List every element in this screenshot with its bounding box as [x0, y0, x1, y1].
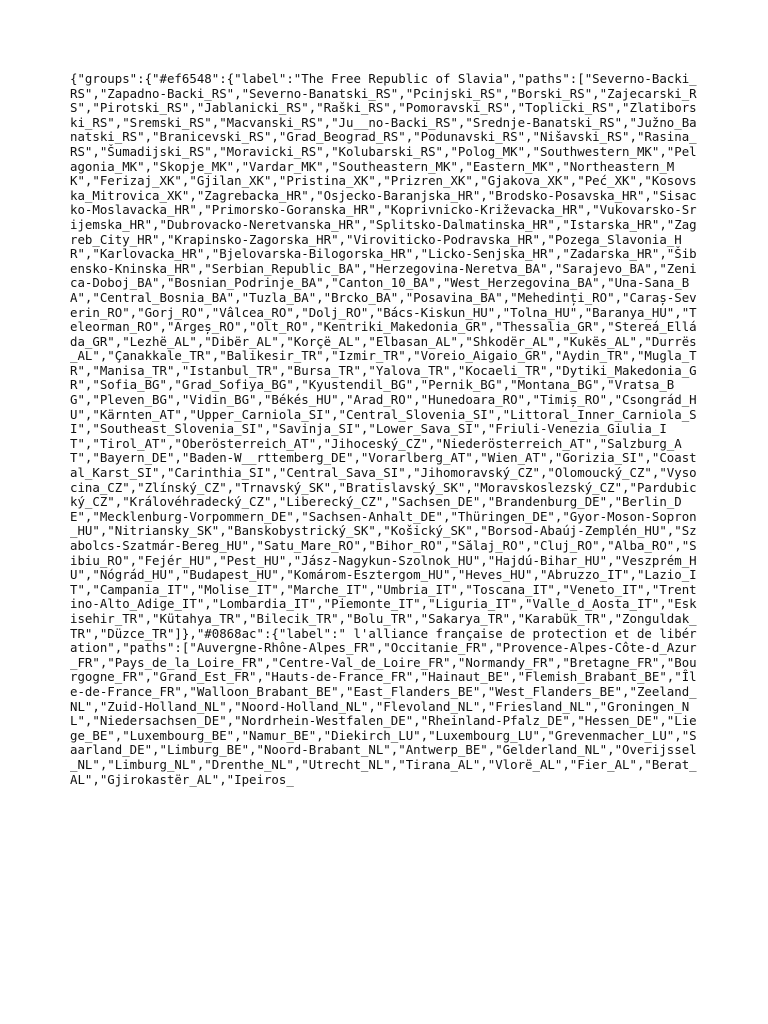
document-body-text: {"groups":{"#ef6548":{"label":"The Free Republic of Slavia","paths":["Severno-Backi_RS","Zapadno-Backi_RS","Severno-Banatski_RS","Pcinjski_RS","Borski_RS","Zajecarski_RS","Pirotski_RS","Jablanicki_RS","Raški_RS","Pomoravski_RS","Toplicki_RS","Zlatiborski_RS","Sremski_RS","Macvanski_RS","Ju__no-Backi_RS","Srednje-Banatski_RS","Južno_Banatski_RS","Branicevski_RS","Grad_Beograd_RS","Podunavski_RS","Nišavski_RS","Rasina_RS","Šumadijski_RS","Moravicki_RS","Kolubarski_RS","Polog_MK","Southwestern_MK","Pelagonia_MK","Skopje_MK","Vardar_MK","Southeastern_MK","Eastern_MK","Northeastern_MK","Ferizaj_XK","Gjilan_XK","Pristina_XK","Prizren_XK","Gjakova_XK","Peć_XK","Kosovska_Mitrovica_XK","Zagrebacka_HR","Osjecko-Baranjska_HR","Brodsko-Posavska_HR","Sisacko-Moslavacka_HR","Primorsko-Goranska_HR","Koprivnicko-Križevacka_HR","Vukovarsko-Srijemska_HR","Dubrovacko-Neretvanska_HR","Splitsko-Dalmatinska_HR","Istarska_HR","Zagreb_City_HR","Krapinsko-Zagorska_HR","Viroviticko-Podravska_HR","Pozega_Slavonia_HR","Karlovacka_HR","Bjelovarska-Bilogorska_HR","Licko-Senjska_HR","Zadarska_HR","Šibensko-Kninska_HR","Serbian_Republic_BA","Herzegovina-Neretva_BA","Sarajevo_BA","Zenica-Doboj_BA","Bosnian_Podrinje_BA","Canton_10_BA","West_Herzegovina_BA","Una-Sana_BA","Central_Bosnia_BA","Tuzla_BA","Brcko_BA","Posavina_BA","Mehedinți_RO","Caraș-Severin_RO","Gorj_RO","Vâlcea_RO","Dolj_RO","Bács-Kiskun_HU","Tolna_HU","Baranya_HU","Teleorman_RO","Argeș_RO","Olt_RO","Kentriki_Makedonia_GR","Thessalia_GR","Stereá_Elláda_GR","Lezhë_AL","Dibër_AL","Korçë_AL","Elbasan_AL","Shkodër_AL","Kukës_AL","Durrës_AL","Çanakkale_TR","Balikesir_TR","Izmir_TR","Voreio_Aigaio_GR","Aydin_TR","Mugla_TR","Manisa_TR","Istanbul_TR","Bursa_TR","Yalova_TR","Kocaeli_TR","Dytiki_Makedonia_GR","Sofia_BG","Grad_Sofiya_BG","Kyustendil_BG","Pernik_BG","Montana_BG","Vratsa_BG","Pleven_BG","Vidin_BG","Békés_HU","Arad_RO","Hunedoara_RO","Timiș_RO","Csongrád_HU","Kärnten_AT","Upper_Carniola_SI","Central_Slovenia_SI","Littoral_Inner_Carniola_SI","Southeast_Slovenia_SI","Savinja_SI","Lower_Sava_SI","Friuli-Venezia_Giulia_IT","Tirol_AT","Oberösterreich_AT","Jihoceský_CZ","Niederösterreich_AT","Salzburg_AT","Bayern_DE","Baden-W__rttemberg_DE","Vorarlberg_AT","Wien_AT","Gorizia_SI","Coastal_Karst_SI","Carinthia_SI","Central_Sava_SI","Jihomoravský_CZ","Olomoucký_CZ","Vysocina_CZ","Zlínský_CZ","Trnavský_SK","Bratislavský_SK","Moravskoslezský_CZ","Pardubický_CZ","Královéhradecký_CZ","Liberecký_CZ","Sachsen_DE","Brandenburg_DE","Berlin_DE","Mecklenburg-Vorpommern_DE","Sachsen-Anhalt_DE","Thüringen_DE","Gyor-Moson-Sopron_HU","Nitriansky_SK","Banskobystrický_SK","Košický_SK","Borsod-Abaúj-Zemplén_HU","Szabolcs-Szatmár-Bereg_HU","Satu_Mare_RO","Bihor_RO","Sălaj_RO","Cluj_RO","Alba_RO","Sibiu_RO","Fejér_HU","Pest_HU","Jász-Nagykun-Szolnok_HU","Hajdú-Bihar_HU","Veszprém_HU","Nógrád_HU","Budapest_HU","Komárom-Esztergom_HU","Heves_HU","Abruzzo_IT","Lazio_IT","Campania_IT","Molise_IT","Marche_IT","Umbria_IT","Toscana_IT","Veneto_IT","Trentino-Alto_Adige_IT","Lombardia_IT","Piemonte_IT","Liguria_IT","Valle_d_Aosta_IT","Eskisehir_TR","Kütahya_TR","Bilecik_TR","Bolu_TR","Sakarya_TR","Karabük_TR","Zonguldak_TR","Düzce_TR"]},"#0868ac":{"label":" l'alliance française de protection et de libération","paths":["Auvergne-Rhône-Alpes_FR","Occitanie_FR","Provence-Alpes-Côte-d_Azur_FR","Pays_de_la_Loire_FR","Centre-Val_de_Loire_FR","Normandy_FR","Bretagne_FR","Bourgogne_FR","Grand_Est_FR","Hauts-de-France_FR","Hainaut_BE","Flemish_Brabant_BE","Île-de-France_FR","Walloon_Brabant_BE","East_Flanders_BE","West_Flanders_BE","Zeeland_NL","Zuid-Holland_NL","Noord-Holland_NL","Flevoland_NL","Friesland_NL","Groningen_NL","Niedersachsen_DE","Nordrhein-Westfalen_DE","Rheinland-Pfalz_DE","Hessen_DE","Liege_BE","Luxembourg_BE","Namur_BE","Diekirch_LU","Luxembourg_LU","Grevenmacher_LU","Saarland_DE","Limburg_BE","Noord-Brabant_NL","Antwerp_BE","Gelderland_NL","Overijssel_NL","Limburg_NL","Drenthe_NL","Utrecht_NL","Tirana_AL","Vlorë_AL","Fier_AL","Berat_AL","Gjirokastër_AL","Ipeiros_: [70, 71, 697, 787]
